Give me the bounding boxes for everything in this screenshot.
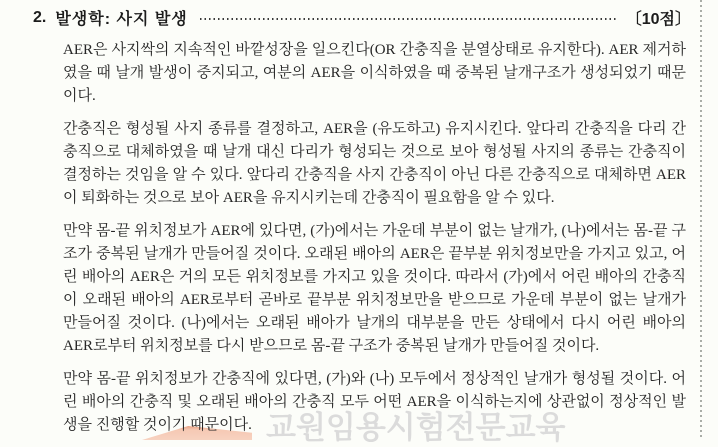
question-number: 2.: [33, 8, 47, 26]
answer-paragraph-4: 만약 몸-끝 위치정보가 간충직에 있다면, (가)와 (나) 모두에서 정상적인 날개가 형성될 것이다. 어린 배아의 간충직 및 오래된 배아의 간충직 모두 어떤 AER을 이식하는지에 상관없이 정상적인 발생을 진행할 것이기 때문이다.: [63, 371, 686, 433]
answer-paragraph-2: 간충직은 형성될 사지 종류를 결정하고, AER을 (유도하고) 유지시킨다. 앞다리 간충직을 다리 간충직으로 대체하였을 때 날개 대신 다리가 형성되는 것으로 보아 형성될 사지의 종류는 간충직이 결정하는 것임을 알 수 있다. 앞다리 간충직을 사지 간충직이 아닌 다른 간충직으로 대체하면 AER이 퇴화하는 것으로 보아 AER을 유지시키는데 간충직이 필요함을 알 수 있다.: [63, 121, 686, 206]
answer-paragraph-1: AER은 사지싹의 지속적인 바깥성장을 일으킨다(OR 간충직을 분열상태로 유지한다). AER 제거하였을 때 날개 발생이 중지되고, 여분의 AER을 이식하였을 때 중복된 날개구조가 생성되었기 때문이다.: [63, 42, 686, 104]
dotted-leader-line: [200, 18, 616, 20]
watermark-text: 교원임용시험전문교육: [266, 410, 566, 445]
question-points-badge: 〔10점〕: [625, 11, 691, 28]
question-heading: [33, 6, 691, 29]
answer-body: [63, 39, 686, 437]
answer-paragraph-3: 만약 몸-끝 위치정보가 AER에 있다면, (가)에서는 가운데 부분이 없는 날개가, (나)에서는 몸-끝 구조가 중복된 날개가 만들어질 것이다. 오래된 배아의 AER은 끝부분 위치정보만을 가지고 있고, 어린 배아의 AER은 거의 모든 위치정보를 가지고 있을 것이다. 따라서 (가)에서 어린 배아의 간충직이 오래된 배아의 AER로부터 곧바로 끝부분 위치정보만을 받으므로 가운데 부분이 없는 날개가 만들어질 것이다. (나)에서는 오래된 배아가 날개의 대부분을 만든 상태에서 다시 어린 배아의 AER로부터 위치정보를 다시 받으므로 몸-끝 구조가 중복된 날개가 만들어질 것이다.: [63, 223, 686, 354]
question-title: 발생학: 사지 발생: [55, 11, 188, 28]
page-edge-dashed-line: [700, 0, 702, 440]
